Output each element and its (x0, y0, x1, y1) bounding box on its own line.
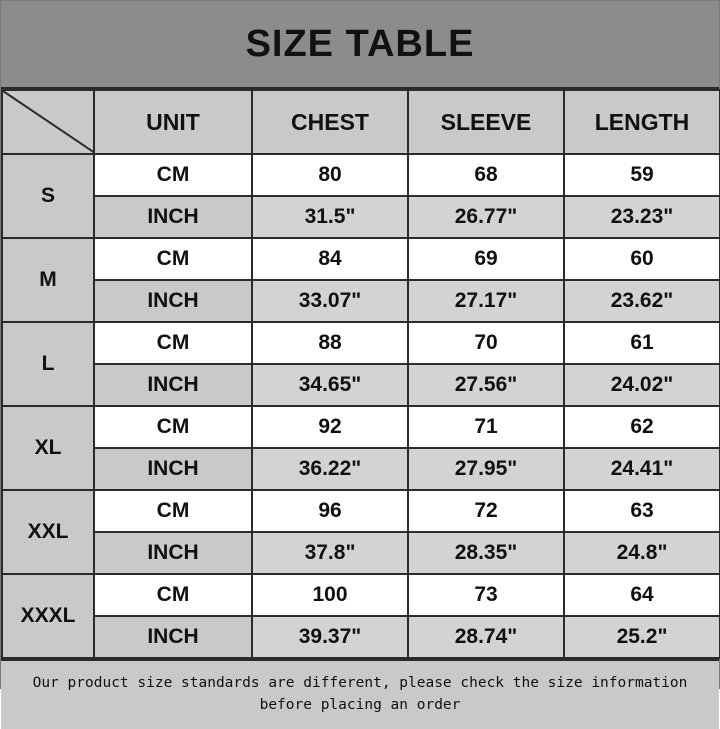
page-title: SIZE TABLE (245, 22, 475, 65)
chest-cm: 80 (252, 154, 408, 196)
table-row (2, 280, 720, 322)
size-label-l: L (2, 322, 94, 406)
footer-note-line2: before placing an order (259, 697, 461, 713)
sleeve-cm: 68 (408, 154, 564, 196)
table-row (2, 322, 720, 364)
sleeve-inch: 27.95" (408, 448, 564, 490)
sleeve-cm: 69 (408, 238, 564, 280)
unit-cm: CM (94, 238, 252, 280)
chest-cm: 92 (252, 406, 408, 448)
unit-inch: INCH (94, 448, 252, 490)
length-cm: 62 (564, 406, 720, 448)
chest-cm: 96 (252, 490, 408, 532)
column-header-sleeve: SLEEVE (408, 90, 564, 154)
size-label-xl: XL (2, 406, 94, 490)
chest-inch: 37.8" (252, 532, 408, 574)
size-table (1, 89, 720, 659)
size-label-xxl: XXL (2, 490, 94, 574)
table-row (2, 154, 720, 196)
chest-inch: 39.37" (252, 616, 408, 658)
length-inch: 24.8" (564, 532, 720, 574)
footer-note-line1: Our product size standards are different, please check the size information (32, 675, 688, 692)
unit-cm: CM (94, 490, 252, 532)
length-cm: 60 (564, 238, 720, 280)
table-row (2, 196, 720, 238)
table-row (2, 406, 720, 448)
table-body (2, 154, 720, 658)
chest-cm: 88 (252, 322, 408, 364)
length-cm: 64 (564, 574, 720, 616)
column-header-length: LENGTH (564, 90, 720, 154)
length-cm: 63 (564, 490, 720, 532)
column-header-chest: CHEST (252, 90, 408, 154)
unit-inch: INCH (94, 280, 252, 322)
chest-inch: 34.65" (252, 364, 408, 406)
unit-cm: CM (94, 406, 252, 448)
size-label-m: M (2, 238, 94, 322)
unit-inch: INCH (94, 364, 252, 406)
unit-inch: INCH (94, 196, 252, 238)
length-inch: 23.62" (564, 280, 720, 322)
unit-inch: INCH (94, 616, 252, 658)
size-label-s: S (2, 154, 94, 238)
length-inch: 23.23" (564, 196, 720, 238)
chest-inch: 31.5" (252, 196, 408, 238)
sleeve-inch: 27.17" (408, 280, 564, 322)
table-row (2, 238, 720, 280)
footer-note (1, 659, 719, 729)
table-row (2, 574, 720, 616)
chest-cm: 100 (252, 574, 408, 616)
length-inch: 25.2" (564, 616, 720, 658)
title-bar (1, 1, 719, 89)
table-header (2, 90, 720, 154)
sleeve-cm: 72 (408, 490, 564, 532)
diagonal-slash-line (3, 91, 93, 153)
unit-cm: CM (94, 322, 252, 364)
chest-cm: 84 (252, 238, 408, 280)
table-row (2, 490, 720, 532)
table-header-row (2, 90, 720, 154)
unit-cm: CM (94, 574, 252, 616)
sleeve-inch: 28.74" (408, 616, 564, 658)
table-row (2, 448, 720, 490)
chest-inch: 33.07" (252, 280, 408, 322)
length-cm: 61 (564, 322, 720, 364)
column-header-unit: UNIT (94, 90, 252, 154)
diagonal-slash-icon (2, 90, 94, 154)
table-row (2, 532, 720, 574)
size-label-xxxl: XXXL (2, 574, 94, 658)
table-row (2, 616, 720, 658)
length-inch: 24.02" (564, 364, 720, 406)
sleeve-cm: 71 (408, 406, 564, 448)
sleeve-inch: 28.35" (408, 532, 564, 574)
sleeve-inch: 26.77" (408, 196, 564, 238)
unit-inch: INCH (94, 532, 252, 574)
unit-cm: CM (94, 154, 252, 196)
sleeve-cm: 73 (408, 574, 564, 616)
sleeve-inch: 27.56" (408, 364, 564, 406)
length-inch: 24.41" (564, 448, 720, 490)
sleeve-cm: 70 (408, 322, 564, 364)
length-cm: 59 (564, 154, 720, 196)
table-row (2, 364, 720, 406)
chest-inch: 36.22" (252, 448, 408, 490)
